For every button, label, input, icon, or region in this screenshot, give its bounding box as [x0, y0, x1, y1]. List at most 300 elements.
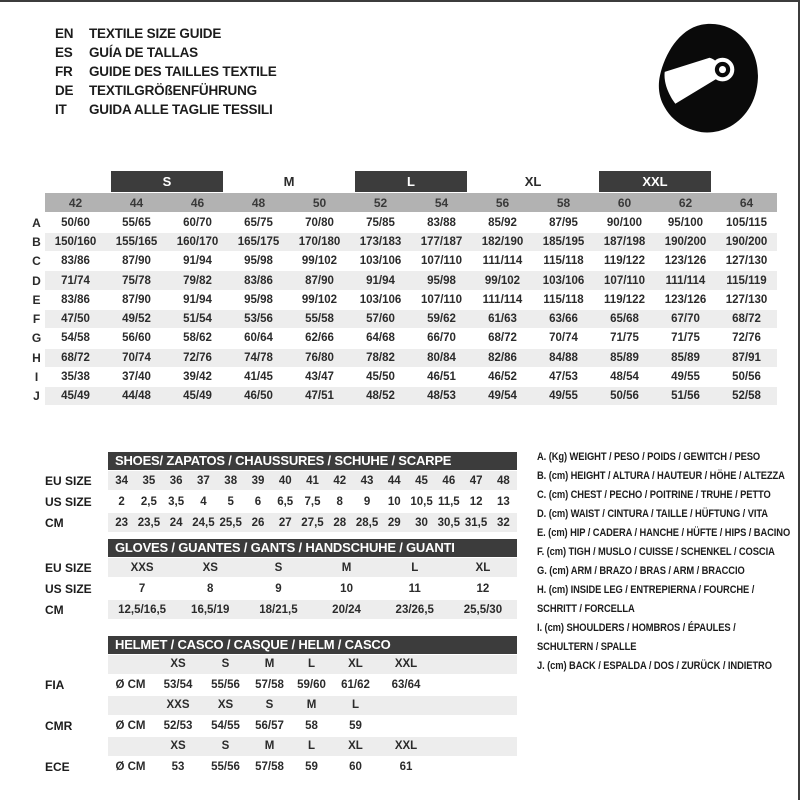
value-cell: 47/53	[549, 371, 578, 384]
value-cell: 34	[115, 474, 129, 487]
value-cell: 45	[415, 474, 428, 487]
value-cell: 160/170	[176, 235, 219, 248]
unit-label: Ø CM	[115, 760, 146, 773]
measure-row-b	[28, 232, 777, 251]
language-list	[55, 24, 277, 119]
value-cell: 51/54	[183, 313, 212, 326]
value-cell: 18/21,5	[259, 603, 298, 616]
value-cell: 49/55	[549, 390, 578, 403]
value-cell: 41	[306, 474, 319, 487]
size-label: 42	[68, 196, 83, 210]
size-group-s: S	[111, 171, 223, 192]
value-cell: 58	[305, 719, 318, 732]
value-cell: 32	[496, 516, 510, 529]
value-cell: 60	[349, 760, 362, 773]
value-cell: 51/56	[671, 390, 700, 403]
value-cell: 127/130	[725, 255, 768, 268]
value-cell: 103/106	[359, 293, 402, 306]
value-cell: 60/70	[183, 216, 212, 229]
value-cell: 46/51	[427, 371, 456, 384]
value-cell: 57/60	[366, 313, 395, 326]
value-cell: 71/75	[610, 332, 639, 345]
value-cell: 119/122	[604, 255, 645, 268]
value-cell: 20/24	[332, 603, 361, 616]
value-cell: 43/47	[305, 371, 334, 384]
value-cell: 99/102	[301, 255, 338, 268]
value-cell: 48/54	[610, 371, 639, 384]
value-cell: 24,5	[192, 516, 215, 529]
unit-label: Ø CM	[115, 719, 146, 732]
value-cell: 119/122	[604, 293, 645, 306]
value-cell: 63/64	[391, 678, 421, 691]
row-label: I	[34, 370, 39, 385]
size-label: XS	[170, 740, 186, 753]
value-cell: M	[341, 561, 352, 574]
value-cell: 11	[408, 582, 421, 595]
value-cell: 59/62	[427, 313, 456, 326]
value-cell: 170/180	[298, 235, 341, 248]
row-label: F	[32, 312, 41, 327]
value-cell: 49/54	[488, 390, 517, 403]
value-cell: XXS	[130, 561, 154, 574]
value-cell: 28,5	[355, 516, 379, 529]
value-cell: 7,5	[304, 495, 321, 508]
size-label: L	[307, 658, 316, 671]
helmet-table-title: HELMET / CASCO / CASQUE / HELM / CASCO	[108, 636, 517, 654]
value-cell: 185/195	[542, 235, 585, 248]
value-cell: 123/126	[664, 255, 707, 268]
measure-row-d	[28, 271, 777, 290]
value-cell: 83/88	[427, 216, 456, 229]
language-row	[55, 81, 277, 100]
size-label: L	[307, 740, 316, 753]
value-cell: 99/102	[484, 274, 521, 287]
measure-row-c	[28, 252, 777, 271]
value-cell: 45/49	[183, 390, 212, 403]
legend-line: J. (cm) BACK / ESPALDA / DOS / ZURÜCK / INDIETRO	[537, 660, 772, 672]
value-cell: 36	[169, 474, 183, 487]
value-cell: 10	[387, 495, 401, 508]
value-cell: 115/118	[543, 293, 584, 306]
value-cell: 123/126	[664, 293, 707, 306]
language-code: EN	[55, 26, 74, 41]
value-cell: 23	[115, 516, 129, 529]
gloves-table-title: GLOVES / GUANTES / GANTS / HANDSCHUHE / GUANTI	[108, 539, 517, 557]
value-cell: 72/76	[183, 351, 212, 364]
gloves-table	[45, 539, 517, 620]
value-cell: 13	[496, 495, 510, 508]
value-cell: 35/38	[61, 371, 90, 384]
value-cell: 27	[278, 516, 292, 529]
value-cell: 8	[207, 582, 214, 595]
value-cell: 50/60	[61, 216, 90, 229]
row-label: B	[32, 234, 41, 249]
measure-row-h	[28, 348, 777, 367]
value-cell: 85/89	[610, 351, 639, 364]
value-cell: 8	[336, 495, 343, 508]
value-cell: 105/115	[726, 216, 767, 229]
value-cell: 55/65	[122, 216, 151, 229]
legend-line: D. (cm) WAIST / CINTURA / TAILLE / HÜFTUNG / VITA	[537, 508, 768, 520]
value-cell: 85/89	[671, 351, 700, 364]
value-cell: 35	[142, 474, 156, 487]
value-cell: 49/55	[671, 371, 700, 384]
value-cell: 25,5	[219, 516, 242, 529]
value-cell: 78/82	[366, 351, 395, 364]
legend-line: G. (cm) ARM / BRAZO / BRAS / ARM / BRACCIO	[537, 565, 745, 577]
value-cell: 87/90	[305, 274, 334, 287]
value-cell: 65/75	[244, 216, 273, 229]
value-cell: 107/110	[421, 255, 462, 268]
value-cell: 74/78	[244, 351, 273, 364]
legend-line: C. (cm) CHEST / PECHO / POITRINE / TRUHE / PETTO	[537, 489, 771, 501]
helmet-size-row	[45, 736, 517, 757]
language-label: GUÍA DE TALLAS	[89, 45, 198, 60]
value-cell: 26	[251, 516, 265, 529]
value-cell: 111/114	[665, 274, 706, 287]
value-cell: 30,5	[437, 516, 461, 529]
size-label: L	[351, 699, 360, 712]
measure-row-e	[28, 290, 777, 309]
value-cell: 70/74	[122, 351, 151, 364]
value-cell: 62/66	[305, 332, 334, 345]
value-cell: 4	[200, 495, 207, 508]
row-label: US SIZE	[45, 494, 92, 509]
size-group-header-row	[28, 169, 777, 193]
language-row	[55, 24, 277, 43]
legend-line: F. (cm) TIGH / MUSLO / CUISSE / SCHENKEL / COSCIA	[537, 546, 775, 558]
size-label: 60	[617, 196, 632, 210]
value-cell: 127/130	[725, 293, 768, 306]
table-row	[45, 512, 517, 533]
legend-line: SCHRITT / FORCELLA	[537, 603, 635, 615]
value-cell: 48/52	[366, 390, 395, 403]
value-cell: 50/56	[732, 371, 761, 384]
language-row	[55, 43, 277, 62]
size-group-xxl: XXL	[599, 171, 711, 192]
value-cell: 2,5	[140, 495, 157, 508]
size-label: 56	[495, 196, 510, 210]
size-label: 62	[678, 196, 693, 210]
row-label: J	[33, 389, 40, 404]
legend-line: A. (Kg) WEIGHT / PESO / POIDS / GEWITCH / PESO	[537, 451, 761, 463]
value-cell: 39/42	[183, 371, 212, 384]
value-cell: 83/86	[61, 255, 90, 268]
unit-label: Ø CM	[115, 678, 146, 691]
value-cell: 9	[275, 582, 282, 595]
value-cell: 165/175	[237, 235, 280, 248]
value-cell: 115/119	[726, 274, 767, 287]
row-label: A	[32, 215, 41, 230]
value-cell: 11,5	[437, 495, 460, 508]
value-cell: 38	[224, 474, 238, 487]
value-cell: 37/40	[122, 371, 151, 384]
value-cell: 95/98	[427, 274, 456, 287]
row-label: EU SIZE	[45, 473, 92, 488]
row-label: G	[31, 331, 42, 346]
row-label: CM	[45, 515, 64, 530]
value-cell: 45/49	[61, 390, 90, 403]
value-cell: 59/60	[297, 678, 326, 691]
value-cell: 47/50	[61, 313, 90, 326]
value-cell: 55/58	[305, 313, 334, 326]
language-row	[55, 100, 277, 119]
size-label: 44	[129, 196, 144, 210]
value-cell: 111/114	[482, 255, 523, 268]
value-cell: 70/80	[305, 216, 334, 229]
value-cell: 24	[169, 516, 183, 529]
language-code: FR	[55, 64, 73, 79]
value-cell: 111/114	[482, 293, 523, 306]
size-label: 58	[556, 196, 571, 210]
value-cell: 50/56	[610, 390, 639, 403]
table-row	[45, 557, 517, 578]
row-label: E	[32, 292, 41, 307]
value-cell: 54/58	[61, 332, 90, 345]
value-cell: 99/102	[301, 293, 338, 306]
value-cell: 83/86	[244, 274, 273, 287]
value-cell: 53	[171, 760, 185, 773]
value-cell: 40	[278, 474, 292, 487]
value-cell: 87/90	[122, 255, 151, 268]
value-cell: 85/92	[488, 216, 517, 229]
value-cell: 75/85	[366, 216, 395, 229]
table-row	[45, 470, 517, 491]
language-code: DE	[55, 83, 74, 98]
value-cell: 87/90	[122, 293, 151, 306]
gloves-table-rows	[45, 557, 517, 620]
size-label: 64	[739, 196, 754, 210]
row-label: H	[32, 350, 41, 365]
value-cell: 16,5/19	[191, 603, 230, 616]
value-cell: 55/56	[211, 760, 240, 773]
table-row	[45, 599, 517, 620]
helmet-value-row-ece	[45, 757, 517, 778]
helmet-size-row	[45, 654, 517, 675]
value-cell: 44/48	[122, 390, 151, 403]
size-label: M	[306, 699, 317, 712]
size-label: 50	[312, 196, 327, 210]
helmet-size-row	[45, 695, 517, 716]
helmet-icon	[647, 18, 765, 140]
value-cell: 29	[387, 516, 401, 529]
size-label: S	[221, 658, 230, 671]
language-code: IT	[55, 102, 67, 117]
value-cell: 57/58	[255, 760, 284, 773]
value-cell: S	[274, 561, 283, 574]
value-cell: 61/62	[341, 678, 370, 691]
size-label: XXL	[394, 740, 418, 753]
value-cell: 63/66	[549, 313, 578, 326]
legend-line: I. (cm) SHOULDERS / HOMBROS / ÉPAULES /	[537, 622, 736, 634]
value-cell: 7	[138, 582, 146, 595]
measure-row-i	[28, 367, 777, 386]
value-cell: 2	[118, 495, 125, 508]
size-label: M	[264, 740, 275, 753]
row-label: CM	[45, 602, 64, 617]
value-cell: 48/53	[427, 390, 456, 403]
legend-line: B. (cm) HEIGHT / ALTURA / HAUTEUR / HÖHE / ALTEZZA	[537, 470, 785, 482]
legend-line: E. (cm) HIP / CADERA / HANCHE / HÜFTE / HIPS / BACINO	[537, 527, 791, 539]
value-cell: 65/68	[610, 313, 639, 326]
helmet-table	[45, 636, 517, 777]
helmet-value-row-fia	[45, 675, 517, 696]
value-cell: 107/110	[604, 274, 645, 287]
helmet-table-rows	[45, 654, 517, 777]
language-label: TEXTILGRÖßENFÜHRUNG	[89, 83, 257, 98]
value-cell: 6	[254, 495, 262, 508]
size-label: XXS	[166, 699, 190, 712]
value-cell: 53/54	[163, 678, 193, 691]
value-cell: 83/86	[61, 293, 90, 306]
value-cell: XS	[202, 561, 218, 574]
value-cell: 37	[197, 474, 210, 487]
measurement-legend	[537, 448, 795, 676]
value-cell: 52/58	[732, 390, 761, 403]
value-cell: 91/94	[366, 274, 395, 287]
value-cell: 76/80	[305, 351, 334, 364]
value-cell: 103/106	[359, 255, 402, 268]
value-cell: 56/60	[122, 332, 151, 345]
value-cell: 45/50	[366, 371, 395, 384]
size-label: 52	[373, 196, 388, 210]
value-cell: 49/52	[122, 313, 151, 326]
value-cell: 103/106	[542, 274, 585, 287]
language-label: GUIDA ALLE TAGLIE TESSILI	[89, 102, 273, 117]
value-cell: 43	[360, 474, 374, 487]
size-label: 48	[251, 196, 266, 210]
value-cell: 95/98	[244, 293, 273, 306]
value-cell: 60/64	[244, 332, 273, 345]
value-cell: 12	[476, 582, 490, 595]
value-cell: 27,5	[301, 516, 324, 529]
value-cell: 68/72	[732, 313, 761, 326]
value-cell: 64/68	[366, 332, 395, 345]
value-cell: 47/51	[305, 390, 334, 403]
value-cell: 68/72	[488, 332, 517, 345]
value-cell: 66/70	[427, 332, 456, 345]
value-cell: 155/165	[115, 235, 158, 248]
value-cell: 48	[496, 474, 510, 487]
value-cell: 71/75	[671, 332, 700, 345]
size-label: M	[264, 658, 275, 671]
size-label: XL	[348, 740, 363, 753]
language-label: GUIDE DES TAILLES TEXTILE	[89, 64, 277, 79]
standard-label: CMR	[45, 718, 73, 733]
value-cell: 61	[399, 760, 413, 773]
helmet-value-row-cmr	[45, 716, 517, 737]
value-cell: 177/187	[420, 235, 463, 248]
value-cell: 9	[363, 495, 371, 508]
measure-row-j	[28, 387, 777, 406]
table-row	[45, 491, 517, 512]
row-label: EU SIZE	[45, 560, 92, 575]
value-cell: 87/91	[732, 351, 761, 364]
value-cell: 28	[333, 516, 347, 529]
measure-row-f	[28, 309, 777, 328]
value-cell: 46/50	[244, 390, 273, 403]
size-label: S	[221, 740, 230, 753]
value-cell: 55/56	[211, 678, 240, 691]
value-cell: 90/100	[606, 216, 643, 229]
value-cell: 115/118	[543, 255, 584, 268]
value-cell: 95/100	[667, 216, 704, 229]
standard-label: ECE	[45, 759, 70, 774]
size-label: S	[265, 699, 274, 712]
size-group-xl: XL	[524, 173, 542, 189]
value-cell: 10,5	[410, 495, 433, 508]
table-row	[45, 578, 517, 599]
value-cell: 23/26,5	[395, 603, 434, 616]
size-group-l: L	[355, 171, 467, 192]
value-cell: 79/82	[183, 274, 212, 287]
shoes-table-title: SHOES/ ZAPATOS / CHAUSSURES / SCHUHE / SCARPE	[108, 452, 517, 470]
value-cell: 87/95	[549, 216, 578, 229]
value-cell: 39	[251, 474, 265, 487]
standard-label: FIA	[45, 677, 65, 692]
value-cell: 91/94	[183, 293, 212, 306]
value-cell: 72/76	[732, 332, 761, 345]
row-label: D	[32, 273, 41, 288]
value-cell: 68/72	[61, 351, 90, 364]
value-cell: XL	[475, 561, 491, 574]
value-cell: 42	[333, 474, 347, 487]
size-label: XS	[170, 658, 186, 671]
value-cell: 10	[340, 582, 353, 595]
shoes-table	[45, 452, 517, 533]
size-label: XS	[217, 699, 234, 712]
shoes-table-rows	[45, 470, 517, 533]
value-cell: 44	[387, 474, 401, 487]
value-cell: 31,5	[464, 516, 488, 529]
size-label: 46	[190, 196, 205, 210]
value-cell: 25,5/30	[463, 603, 503, 616]
value-cell: 53/56	[244, 313, 273, 326]
value-cell: 71/74	[61, 274, 90, 287]
legend-line: SCHULTERN / SPALLE	[537, 641, 637, 653]
value-cell: 82/86	[488, 351, 517, 364]
language-code: ES	[55, 45, 73, 60]
value-cell: 3,5	[168, 495, 185, 508]
value-cell: 56/57	[255, 719, 284, 732]
value-cell: 190/200	[725, 235, 768, 248]
value-cell: 182/190	[481, 235, 524, 248]
measure-row-g	[28, 329, 777, 348]
size-label: XL	[348, 658, 363, 671]
value-cell: 6,5	[277, 495, 294, 508]
value-cell: 67/70	[671, 313, 700, 326]
value-cell: 54/55	[211, 719, 240, 732]
value-cell: 70/74	[549, 332, 578, 345]
value-cell: 46	[442, 474, 456, 487]
value-cell: L	[411, 561, 419, 574]
value-cell: 61/63	[488, 313, 517, 326]
value-cell: 46/52	[488, 371, 517, 384]
value-cell: 75/78	[122, 274, 151, 287]
value-cell: 107/110	[421, 293, 462, 306]
value-cell: 84/88	[549, 351, 578, 364]
value-cell: 52/53	[163, 719, 193, 732]
value-cell: 59	[349, 719, 362, 732]
value-cell: 30	[415, 516, 428, 529]
language-label: TEXTILE SIZE GUIDE	[89, 26, 222, 41]
size-label: XXL	[394, 658, 418, 671]
value-cell: 91/94	[183, 255, 212, 268]
value-cell: 59	[305, 760, 318, 773]
measure-row-a	[28, 213, 777, 232]
value-cell: 95/98	[244, 255, 273, 268]
language-row	[55, 62, 277, 81]
